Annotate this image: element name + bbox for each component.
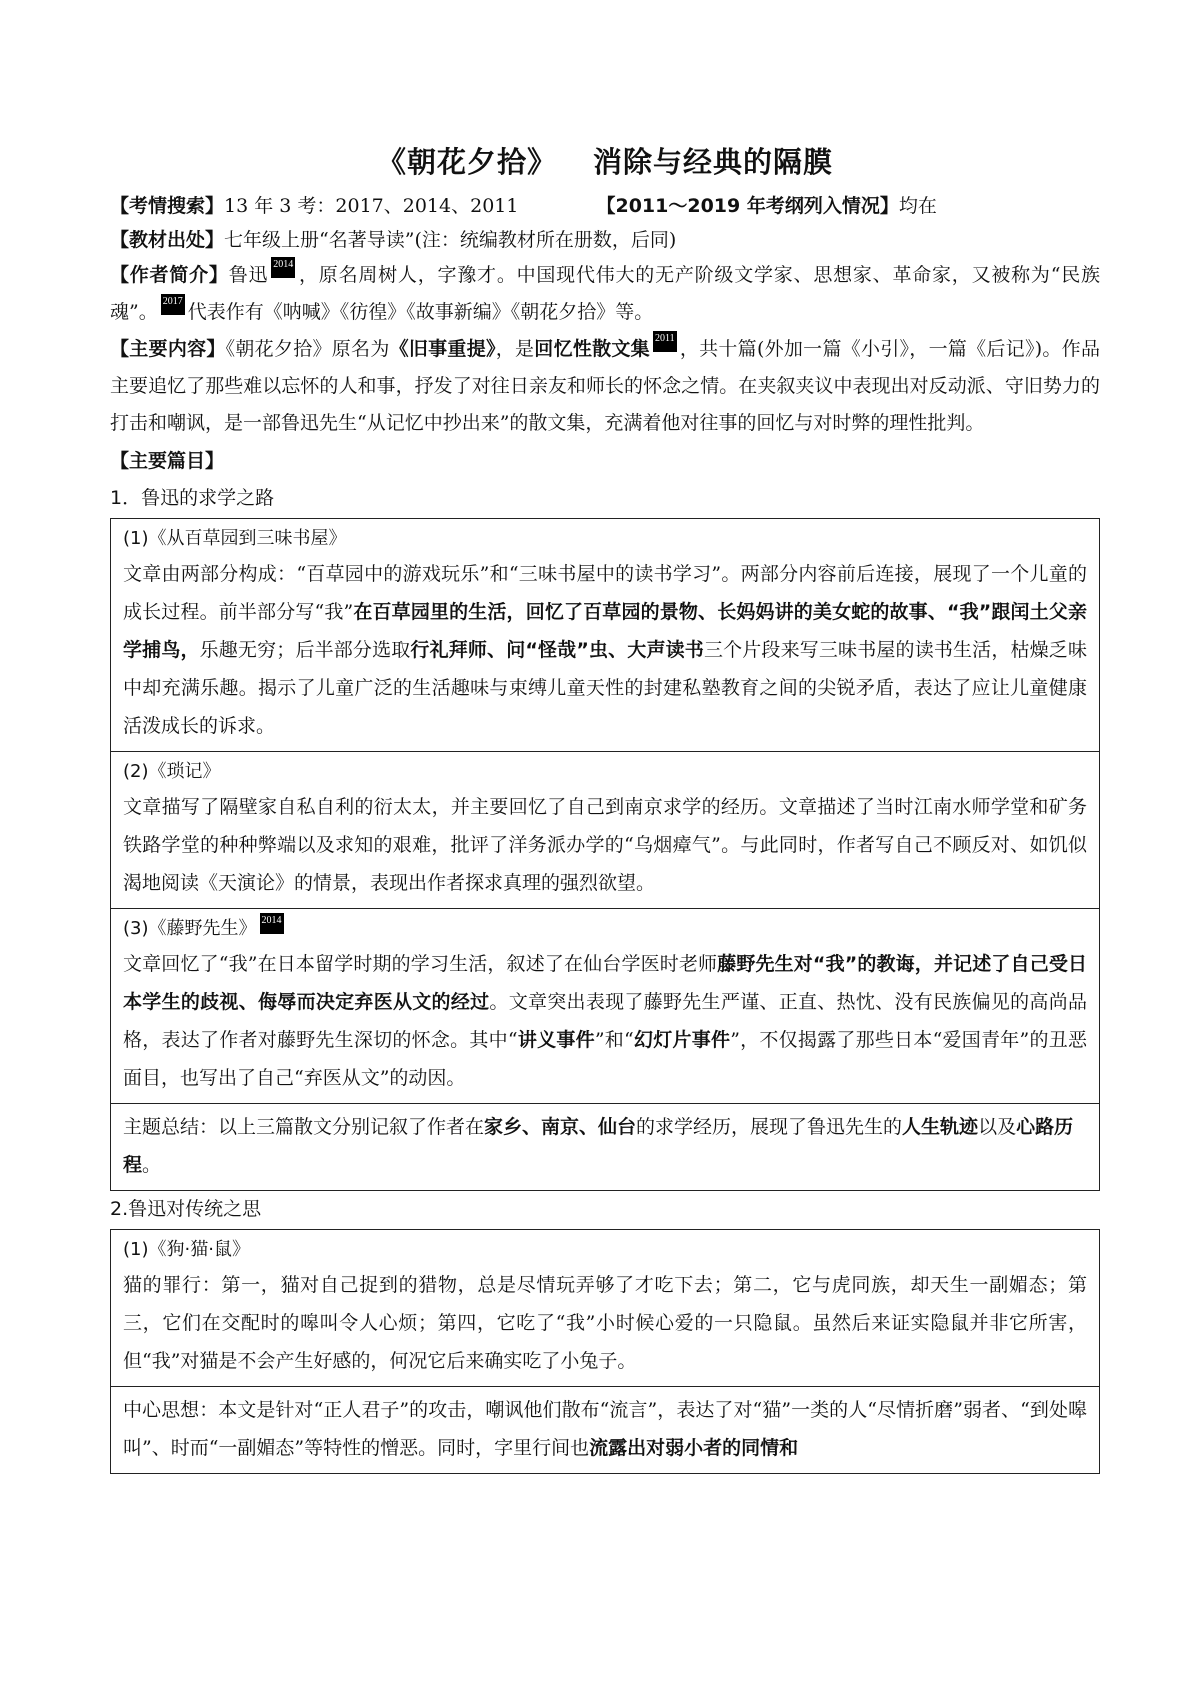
item-body: 中心思想：本文是针对“正人君子”的攻击，嘲讽他们散布“流言”，表达了对“猫”一类的人“尽情折磨”弱者、“到处嗥叫”、时而“一副媚态”等特性的憎恶。同时，字里行间也流露出对弱小者的同情和: [123, 1399, 1087, 1459]
section1-summary: 主题总结：以上三篇散文分别记叙了作者在家乡、南京、仙台的求学经历，展现了鲁迅先生的人生轨迹以及心路历程。: [111, 1103, 1099, 1190]
author-label: 【作者简介】: [110, 264, 229, 286]
section1-heading: 1．鲁迅的求学之路: [110, 487, 275, 509]
section2-theme: [111, 1386, 1099, 1473]
section1-item3: [111, 908, 1099, 1103]
item-title: (3)《藤野先生》 2014: [123, 915, 282, 939]
item-body: 文章描写了隔壁家自私自利的衍太太，并主要回忆了自己到南京求学的经历。文章描述了当时江南水师学堂和矿务铁路学堂的种种弊端以及求知的艰难，批评了洋务派办学的“乌烟瘴气”。与此同时，作者写自己不顾反对、如饥似渴地阅读《天演论》的情景，表现出作者探求真理的强烈欲望。: [123, 796, 1087, 894]
year-badge: 2017: [161, 294, 185, 315]
content-text: ，是: [495, 338, 535, 360]
title-subtitle: 消除与经典的隔膜: [593, 145, 834, 179]
section2-heading: 2.鲁迅对传统之思: [110, 1198, 262, 1220]
syllabus-label: 【2011～2019 年考纲列入情况】: [596, 195, 899, 217]
author-text: 鲁迅: [228, 264, 269, 286]
section1-item1: [111, 519, 1099, 751]
source-line: [110, 223, 1100, 257]
author-text: 代表作有《呐喊》《彷徨》《故事新编》《朝花夕拾》等。: [187, 301, 654, 323]
title-book: 《朝花夕拾》: [376, 145, 557, 179]
content-text: 《朝花夕拾》原名为: [225, 338, 390, 360]
year-badge: 2014: [260, 913, 284, 934]
page: [110, 140, 1100, 1474]
search-value: 13 年 3 考：2017、2014、2011: [224, 195, 519, 217]
content-text: ，共十篇(外加一篇《小引》，一篇《后记》)。作品主要追忆了那些难以忘怀的人和事，抒发了对往日亲友和师长的怀念之情。在夹叙夹议中表现出对反动派、守旧势力的打击和嘲讽，是一部鲁迅先生“从记忆中抄出来”的散文集，充满着他对往事的回忆与对时弊的理性批判。: [110, 338, 1100, 434]
source-label: 【教材出处】: [110, 229, 225, 251]
section1-table: [110, 518, 1100, 1191]
content-label: 【主要内容】: [110, 338, 226, 360]
search-label: 【考情搜索】: [110, 195, 225, 217]
section1-item2: [111, 751, 1099, 908]
sections-label: 【主要篇目】: [110, 450, 225, 472]
content-bold: 《旧事重提》: [389, 338, 496, 360]
item-body: 猫的罪行：第一，猫对自己捉到的猎物，总是尽情玩弄够了才吃下去；第二，它与虎同族，却天生一副媚态；第三，它们在交配时的嗥叫令人心烦；第四，它吃了“我”小时候心爱的一只隐鼠。虽然后来证实隐鼠并非它所害，但“我”对猫是不会产生好感的，何况它后来确实吃了小兔子。: [123, 1274, 1087, 1372]
page-title: [110, 140, 1100, 181]
main-content: [110, 331, 1100, 442]
content-bold: 回忆性散文集: [534, 338, 650, 360]
author-text: ，原名周树人，字豫才。中国现代伟大的无产阶级文学家、思想家、革命家，又被称为“民族魂”。: [110, 264, 1100, 323]
author-intro: [110, 257, 1100, 331]
year-badge: 2014: [271, 257, 295, 278]
exam-info-line: [110, 189, 1100, 223]
item-title: (1)《从百草园到三味书屋》: [123, 528, 347, 549]
item-body: 文章由两部分构成：“百草园中的游戏玩乐”和“三味书屋中的读书学习”。两部分内容前后连接，展现了一个儿童的成长过程。前半部分写“我”在百草园里的生活，回忆了百草园的景物、长妈妈讲的美女蛇的故事、“我”跟闰土父亲学捕鸟，乐趣无穷；后半部分选取行礼拜师、问“怪哉”虫、大声读书三个片段来写三味书屋的读书生活，枯燥乏味中却充满乐趣。揭示了儿童广泛的生活趣味与束缚儿童天性的封建私塾教育之间的尖锐矛盾，表达了应让儿童健康活泼成长的诉求。: [123, 563, 1087, 737]
item-title: (1)《狗·猫·鼠》: [123, 1239, 250, 1260]
section2-table: [110, 1229, 1100, 1474]
year-badge: 2011: [653, 331, 677, 352]
syllabus-value: 均在: [898, 195, 937, 217]
item-title: (2)《琐记》: [123, 761, 221, 782]
item-body: 文章回忆了“我”在日本留学时期的学习生活，叙述了在仙台学医时老师藤野先生对“我”的教诲，并记述了自己受日本学生的歧视、侮辱而决定弃医从文的经过。文章突出表现了藤野先生严谨、正直、热忱、没有民族偏见的高尚品格，表达了作者对藤野先生深切的怀念。其中“讲义事件”和“幻灯片事件”，不仅揭露了那些日本“爱国青年”的丑恶面目，也写出了自己“弃医从文”的动因。: [123, 953, 1087, 1089]
section2-item1: [111, 1230, 1099, 1386]
source-value: 七年级上册“名著导读”(注：统编教材所在册数，后同): [224, 229, 677, 251]
